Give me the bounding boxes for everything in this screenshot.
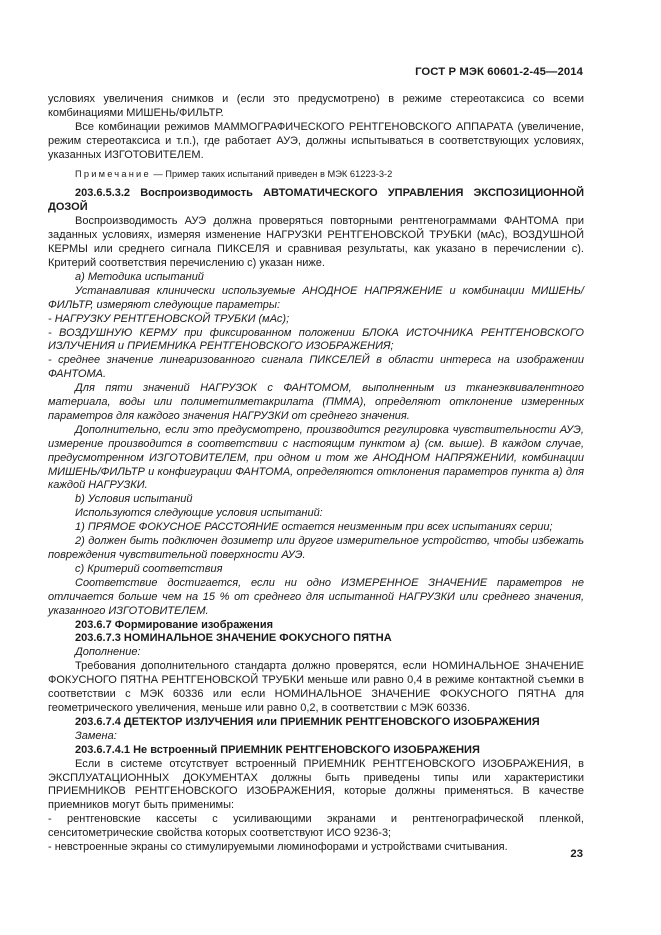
note-text: — Пример таких испытаний приведен в МЭК 61223-3-2: [153, 168, 393, 179]
page-content: [48, 93, 584, 855]
paragraph: Воспроизводимость АУЭ должна проверяться повторными рентгенограммами ФАНТОМА при заданных условиях, измеряя изменение НАГРУЗКИ РЕНТГЕНОВСКОЙ ТРУБКИ (мАс), ВОЗДУШНОЙ КЕРМЫ или среднего сигнала ПИКСЕЛЯ и сравнивая результаты, как указано в перечислении с). Критерий соответствия перечислению с) указан ниже.: [48, 215, 584, 269]
list-item: - невстроенные экраны со стимулируемыми люминофорами и устройствами считывания.: [48, 841, 508, 854]
amendment-label: Замена:: [75, 729, 117, 742]
list-item: 1) ПРЯМОЕ ФОКУСНОЕ РАССТОЯНИЕ остается неизменным при всех испытаниях серии;: [75, 521, 553, 534]
section-heading: 203.6.7.3 НОМИНАЛЬНОЕ ЗНАЧЕНИЕ ФОКУСНОГО ПЯТНА: [75, 632, 392, 645]
section-heading: 203.6.7.4.1 Не встроенный ПРИЕМНИК РЕНТГЕНОВСКОГО ИЗОБРАЖЕНИЯ: [75, 743, 480, 756]
note: [48, 168, 584, 182]
list-item: - ВОЗДУШНУЮ КЕРМУ при фиксированном положении БЛОКА ИСТОЧНИКА РЕНТГЕНОВСКОГО ИЗЛУЧЕНИЯ и ПРИЕМНИКА РЕНТГЕНОВСКОГО ИЗОБРАЖЕНИЯ;: [48, 326, 584, 353]
paragraph: Если в системе отсутствует встроенный ПРИЕМНИК РЕНТГЕНОВСКОГО ИЗОБРАЖЕНИЯ, в ЭКСПЛУАТАЦИОННЫХ ДОКУМЕНТАХ должны быть приведены типы или характеристики ПРИЕМНИКОВ РЕНТГЕНОВСКОГО ИЗОБРАЖЕНИЯ, которые должны применяться. В качестве приемников могут быть применимы:: [48, 757, 584, 812]
paragraph: Устанавливая клинически используемые АНОДНОЕ НАПРЯЖЕНИЕ и комбинации МИШЕНЬ/ФИЛЬТР, измеряют следующие параметры:: [48, 284, 584, 311]
list-item: - рентгеновские кассеты с усиливающими экранами и рентгенографической пленкой, сенситометрические свойства которых соответствуют ИСО 9236-3;: [48, 813, 584, 840]
section-heading: 203.6.7.4 ДЕТЕКТОР ИЗЛУЧЕНИЯ или ПРИЕМНИК РЕНТГЕНОВСКОГО ИЗОБРАЖЕНИЯ: [75, 715, 540, 728]
paragraph: Дополнительно, если это предусмотрено, производится регулировка чувствительности АУЭ, измерение производится в соответствии с настоящим пунктом а) (см. выше). В каждом случае, предусмотренном ИЗГОТОВИТЕЛЕМ, при одном и том же АНОДНОМ НАПРЯЖЕНИИ, комбинации МИШЕНЬ/ФИЛЬТР и конфигурации ФАНТОМА, определяются отклонения параметров пункта а) для каждой НАГРУЗКИ.: [48, 423, 584, 492]
paragraph: Соответствие достигается, если ни одно ИЗМЕРЕННОЕ ЗНАЧЕНИЕ параметров не отличается больше чем на 15 % от среднего для испытанной НАГРУЗКИ или среднего значения, указанного ИЗГОТОВИТЕЛЕМ.: [48, 576, 584, 617]
page-number: 23: [570, 848, 583, 860]
standard-header: ГОСТ Р МЭК 60601-2-45—2014: [415, 66, 583, 78]
paragraph: Все комбинации режимов МАММОГРАФИЧЕСКОГО РЕНТГЕНОВСКОГО АППАРАТА (увеличение, режим стереотаксиса и т.п.), где работает АУЭ, должны испытываться в соответствующих условиях, указанных ИЗГОТОВИТЕЛЕМ.: [48, 120, 584, 161]
list-heading: a) Методика испытаний: [75, 270, 204, 283]
paragraph: Для пяти значений НАГРУЗОК с ФАНТОМОМ, выполненным из тканеэквивалентного материала, воды или полиметилметакрилата (ПММА), определяют отклонение измеренных параметров для каждого значения НАГРУЗКИ от среднего значения.: [48, 382, 584, 422]
list-heading: b) Условия испытаний: [75, 493, 193, 506]
list-heading: c) Критерий соответствия: [75, 562, 223, 575]
amendment-label: Дополнение:: [75, 646, 141, 659]
paragraph: условиях увеличения снимков и (если это предусмотрено) в режиме стереотаксиса со всеми комбинациями МИШЕНЬ/ФИЛЬТР.: [48, 93, 584, 119]
list-item: 2) должен быть подключен дозиметр или другое измерительное устройство, чтобы избежать повреждения чувствительной поверхности АУЭ.: [48, 535, 584, 561]
section-heading: 203.6.5.3.2 Воспроизводимость АВТОМАТИЧЕСКОГО УПРАВЛЕНИЯ ЭКСПОЗИЦИОННОЙ ДОЗОЙ: [48, 187, 584, 214]
list-item: - НАГРУЗКУ РЕНТГЕНОВСКОЙ ТРУБКИ (мАс);: [48, 312, 290, 325]
note-label: Примечание: [75, 168, 151, 179]
section-heading: 203.6.7 Формирование изображения: [75, 618, 273, 631]
paragraph: Требования дополнительного стандарта должно проверятся, если НОМИНАЛЬНОЕ ЗНАЧЕНИЕ ФОКУСНОГО ПЯТНА РЕНТГЕНОВСКОЙ ТРУБКИ меньше или равно 0,4 в режиме контактной съемки в соответствии с МЭК 60336 или если НОМИНАЛЬНОЕ ЗНАЧЕНИЕ ФОКУСНОГО ПЯТНА для геометрического увеличения, меньше или равно 0,2, в соответствии с МЭК 60336.: [48, 660, 584, 714]
list-item: - среднее значение линеаризованного сигнала ПИКСЕЛЕЙ в области интереса на изображении ФАНТОМА.: [48, 354, 584, 381]
paragraph: Используются следующие условия испытаний:: [75, 507, 323, 520]
